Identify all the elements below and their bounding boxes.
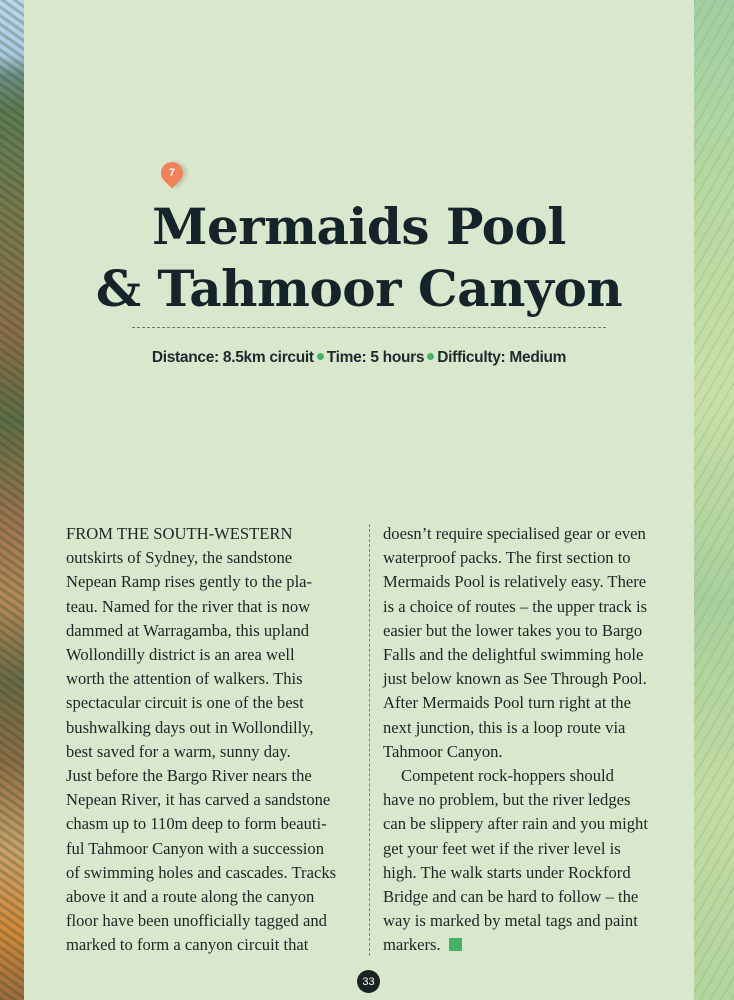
text-line: high. The walk starts under Rockford <box>383 862 631 882</box>
text-line: doesn’t require specialised gear or even <box>383 524 646 543</box>
text-line: Nepean Ramp rises gently to the pla- <box>66 572 313 592</box>
bullet-dot-icon <box>317 353 324 360</box>
page-title-line-1: Mermaids Pool <box>152 197 566 256</box>
difficulty-stat: Difficulty: Medium <box>437 349 567 366</box>
text-line: spectacular circuit is one of the best <box>66 693 304 713</box>
map-strip <box>694 0 734 1000</box>
text-line: can be slippery after rain and you might <box>383 814 648 834</box>
text-line: outskirts of Sydney, the sandstone <box>66 548 293 568</box>
text-line: is a choice of routes – the upper track is <box>383 596 648 616</box>
page-title-line-2: & Tahmoor Canyon <box>95 259 623 318</box>
text-line: best saved for a warm, sunny day. <box>66 741 291 761</box>
text-line: of swimming holes and cascades. Tracks <box>66 862 337 882</box>
text-line: marked to form a canyon circuit that <box>66 935 309 955</box>
text-line: floor have been unofficially tagged and <box>66 911 327 931</box>
text-line: above it and a route along the canyon <box>66 887 315 907</box>
text-line: ful Tahmoor Canyon with a succession <box>66 838 324 858</box>
body-column-left <box>66 522 352 958</box>
text-line: way is marked by metal tags and paint <box>383 911 638 931</box>
text-line: Wollondilly district is an area well <box>66 645 295 665</box>
text-line: dammed at Warragamba, this upland <box>66 620 310 640</box>
text-line: just below known as See Through Pool. <box>383 669 647 689</box>
text-line: markers. <box>383 933 675 957</box>
time-stat: Time: 5 hours <box>326 349 425 366</box>
text-line: worth the attention of walkers. This <box>66 669 303 689</box>
text-line: Competent rock-hoppers should <box>401 766 614 786</box>
text-line: easier but the lower takes you to Bargo <box>383 620 643 640</box>
distance-stat: Distance: 8.5km circuit <box>151 349 314 366</box>
text-line: Falls and the delightful swimming hole <box>383 645 644 665</box>
text-line: Mermaids Pool is relatively easy. There <box>383 572 647 592</box>
text-line: Tahmoor Canyon. <box>383 741 503 761</box>
text-line: Nepean River, it has carved a sandstone <box>66 790 331 810</box>
text-line: bushwalking days out in Wollondilly, <box>66 717 314 737</box>
text-line: Just before the Bargo River nears the <box>66 766 312 786</box>
canyon-photo-strip <box>0 0 24 1000</box>
title-divider <box>132 327 606 328</box>
text-line: have no problem, but the river ledges <box>383 790 631 810</box>
body-column-right <box>383 522 675 958</box>
text-line: teau. Named for the river that is now <box>66 596 311 616</box>
end-square-icon <box>449 938 462 951</box>
text-line: next junction, this is a loop route via <box>383 717 626 737</box>
bullet-dot-icon <box>427 353 434 360</box>
walk-number: 7 <box>168 167 176 179</box>
page-number: 33 <box>357 970 380 993</box>
column-divider <box>369 524 370 956</box>
text-line: FROM THE SOUTH-WESTERN <box>66 524 293 543</box>
text-line: After Mermaids Pool turn right at the <box>383 693 631 713</box>
walk-stats <box>24 349 694 367</box>
text-line: waterproof packs. The first section to <box>383 548 631 568</box>
text-line: chasm up to 110m deep to form beauti- <box>66 814 327 834</box>
text-line: Bridge and can be hard to follow – the <box>383 887 639 907</box>
text-line: get your feet wet if the river level is <box>383 838 621 858</box>
